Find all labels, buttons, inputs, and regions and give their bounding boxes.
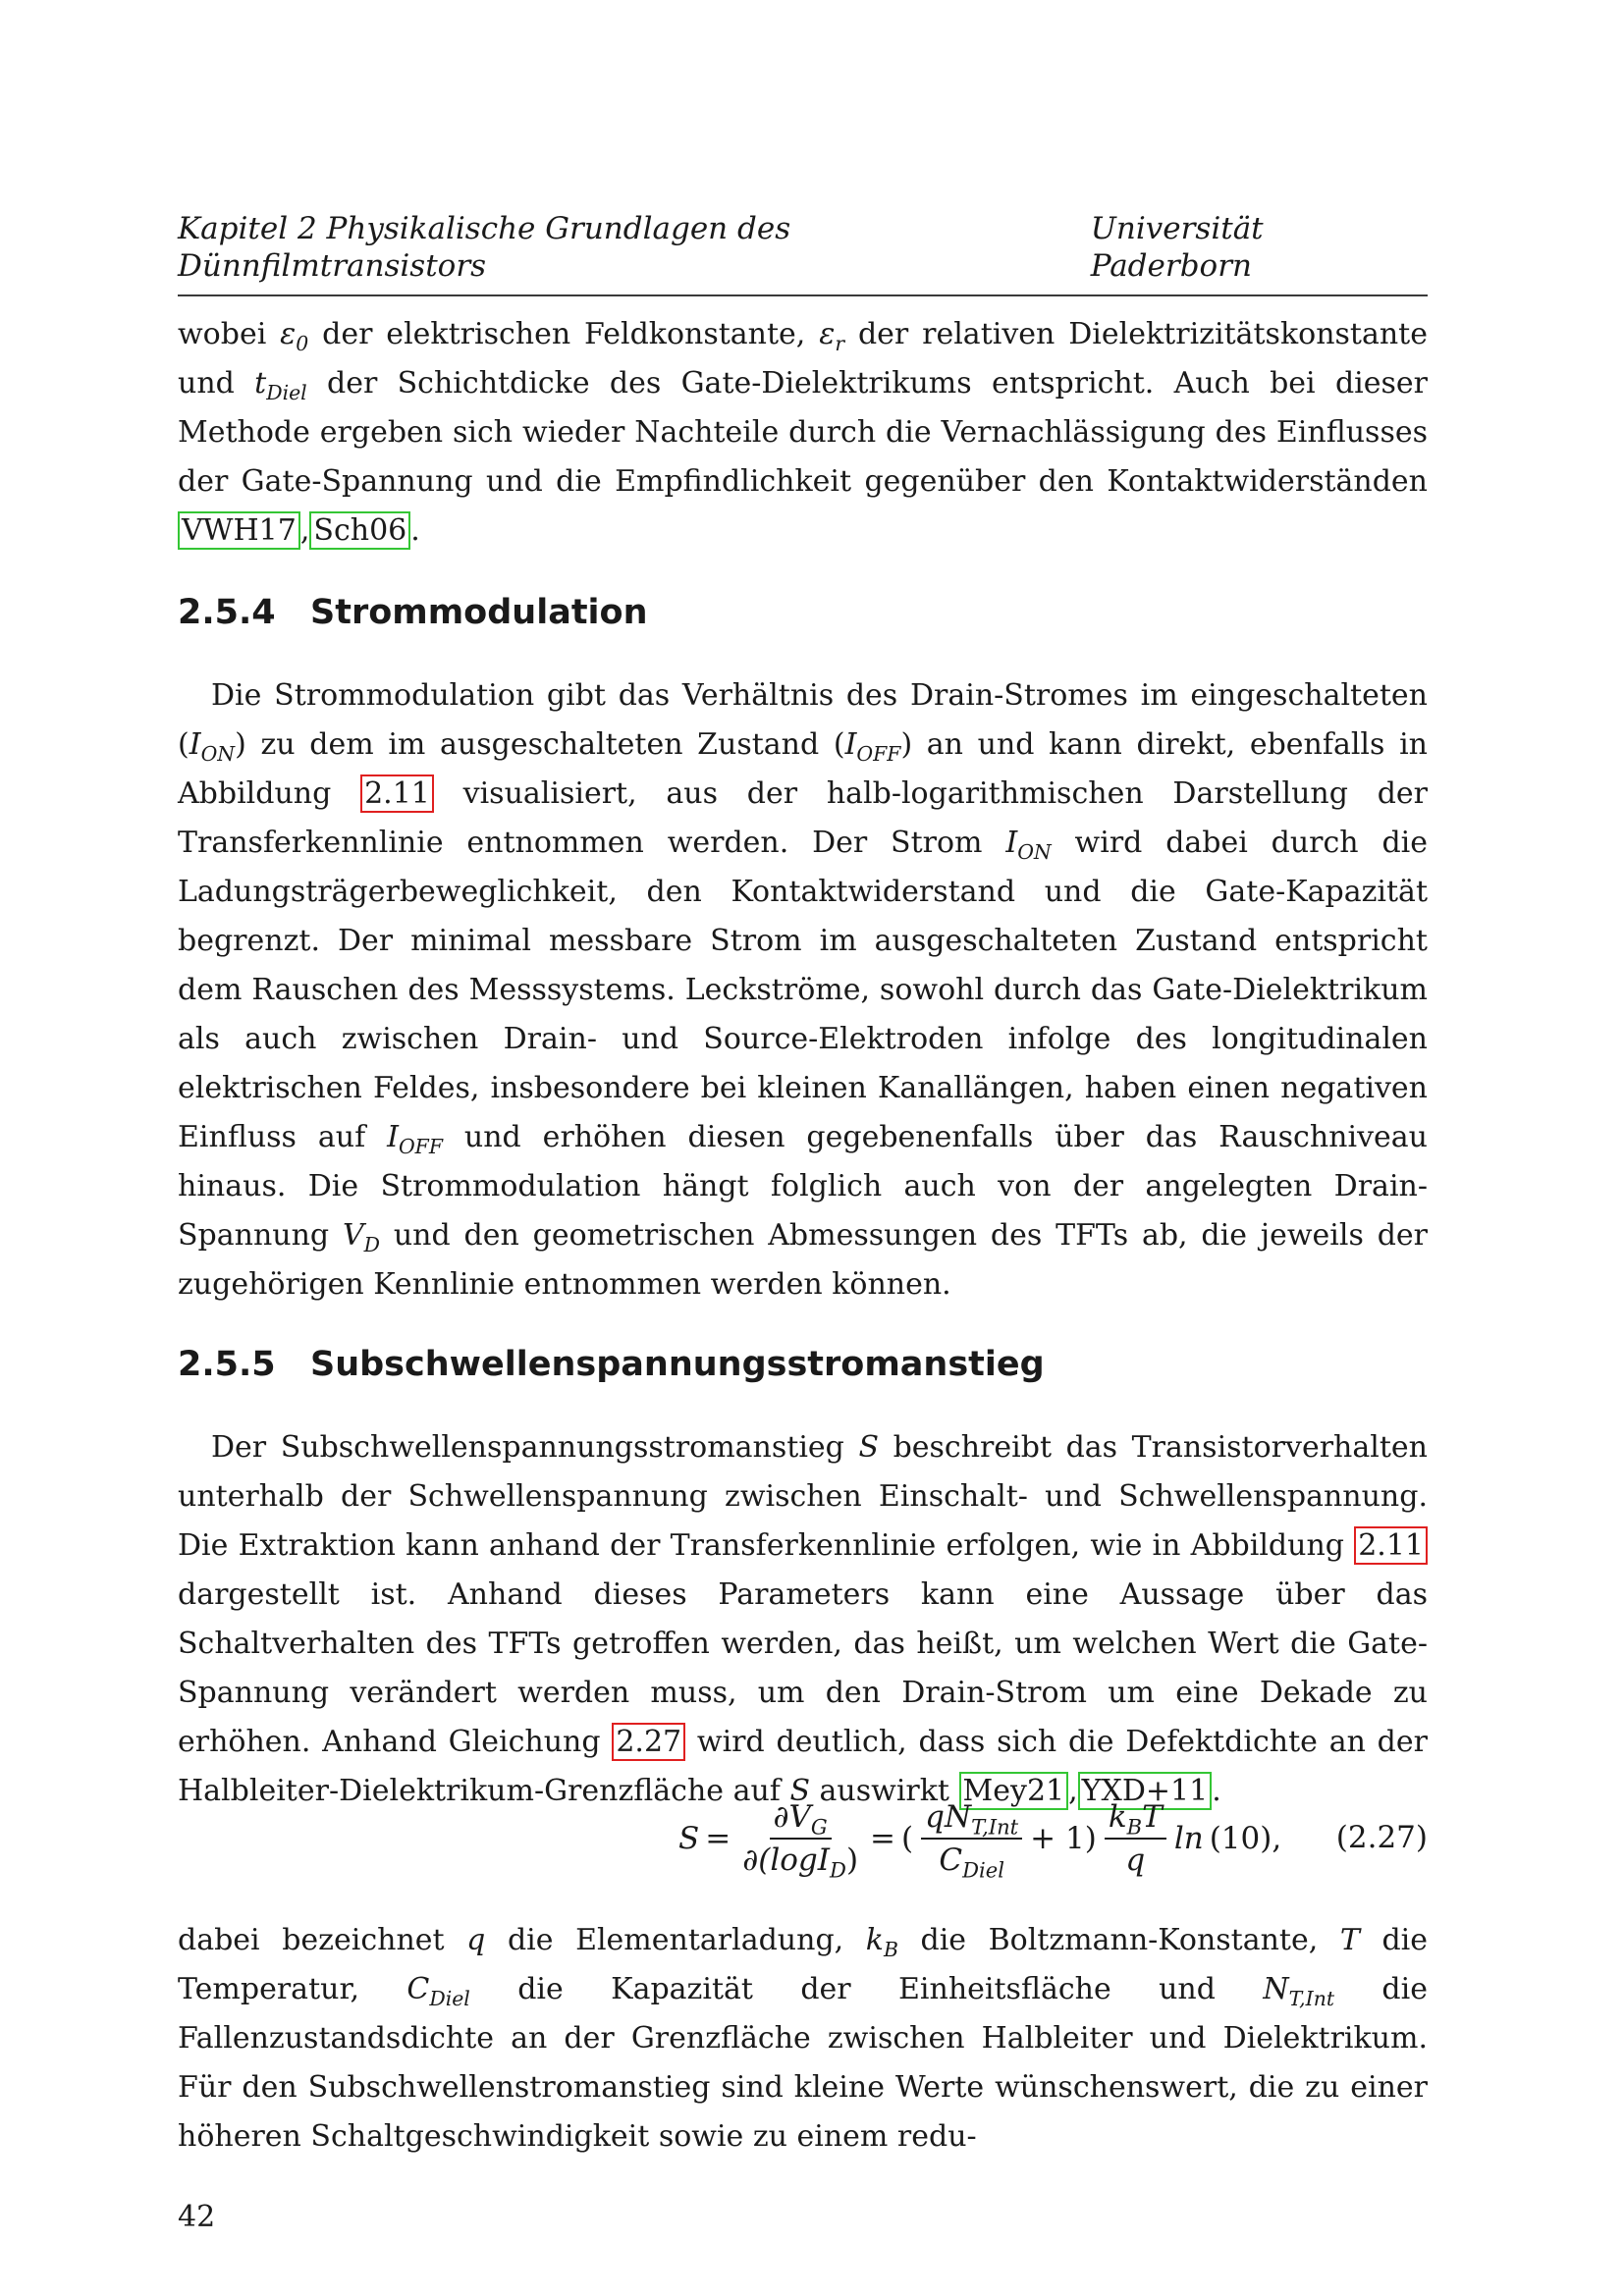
math-i-off: $I_{OFF}$ [844,727,901,767]
text-run: ) zu dem im ausgeschalteten Zustand ( [235,727,845,762]
math-k-b: $k_B$ [865,1923,898,1962]
math-t: T [1339,1923,1360,1957]
text-run: beschreibt das Transistorverhalten unterhalb der Schwellenspannung zwischen Einschalt- und Schwellenspannung. Die Extraktion kann anhand der Transferkennlinie erfolgen, wie in Abbildung [178,1430,1428,1563]
text-run: die Kapazität der Einheitsfläche und [469,1972,1264,2006]
math-s: S [789,1774,810,1808]
paragraph-symbol-definitions [178,1916,1428,2162]
paragraph-subschwellen [178,1423,1428,1816]
text-run: , [299,513,310,548]
text-run: die Elementarladung, [485,1923,866,1957]
text-run: und erhöhen diesen gegebenenfalls über das Rauschniveau hinaus. Die Strommodulation hängt folglich auch von der angelegten Drain-Spannung [178,1120,1428,1253]
header-chapter-title: Kapitel 2 Physikalische Grundlagen des Dünnfilmtransistors [178,211,791,284]
text-run: die Boltzmann-Konstante, [897,1923,1340,1957]
equation-2-27 [178,1785,1428,1893]
text-run: . [1212,1774,1221,1808]
math-epsilonr: $\varepsilon_r$ [819,317,845,356]
page-number: 42 [178,2200,216,2234]
citation-link-mey21[interactable]: Mey21 [959,1772,1069,1810]
text-run: ) an und kann direkt, ebenfalls in Abbildung [178,727,1428,811]
text-run: wird dabei durch die Ladungsträgerbeweglichkeit, den Kontaktwiderstand und die Gate-Kapazität begrenzt. Der minimal messbare Strom im ausgeschalteten Zustand entspricht dem Rauschen des Messsystems. Leckströme, sowohl durch das Gate-Dielektrikum als auch zwischen Drain- und Source-Elektroden infolge des longitudinalen elektrischen Feldes, insbesondere bei kleinen Kanallängen, haben einen negativen Einfluss auf [178,826,1428,1154]
section-heading-2-5-5 [178,1343,1428,1386]
text-run: auswirkt [810,1774,959,1808]
math-epsilon0: $\varepsilon_0$ [280,317,309,356]
citation-link-yxd11[interactable]: YXD+11 [1078,1772,1213,1810]
text-run: wird deutlich, dass sich die Defektdichte an der Halbleiter-Dielektrikum-Grenzfläche auf [178,1725,1428,1808]
equation-number: (2.27) [1335,1820,1428,1855]
eq-equals: = [870,1821,896,1856]
text-run: der Schichtdicke des Gate-Dielektrikums entspricht. Auch bei dieser Methode ergeben sich wieder Nachteile durch die Vernachlässigung des Einflusses der Gate-Spannung und die Empfindlichkeit gegenüber den Kontaktwiderständen [178,366,1428,499]
section-title: Subschwellenspannungsstromanstieg [310,1345,1045,1384]
eq-plus-one: + 1) [1030,1821,1097,1856]
fraction-dvg-dlogid: $\frac{\partial V_G}{\partial(\log I_D)}$ [742,1799,859,1883]
text-run: und den geometrischen Abmessungen des TFTs ab, die jeweils der zugehörigen Kennlinie entnommen werden können. [178,1218,1428,1302]
text-run: Die Strommodulation gibt das Verhältnis des Drain-Stromes im eingeschalteten ( [178,678,1428,762]
math-q: q [466,1923,486,1957]
eq-lhs: S [678,1821,700,1856]
math-c-diel: $C_{Diel}$ [406,1972,470,2011]
running-header [178,210,1428,296]
header-university: Universität Paderborn [1090,211,1264,284]
text-run: der relativen Dielektrizitätskonstante und [178,317,1428,400]
eq-paren: ( [901,1821,914,1856]
equation-body [678,1785,1281,1893]
math-i-on: $I_{ON}$ [189,727,236,767]
text-run: der elektrischen Feldkonstante, [308,317,820,351]
text-run: . [410,513,420,548]
figure-link-2-11[interactable]: 2.11 [1354,1526,1428,1565]
math-i-off: $I_{OFF}$ [387,1120,443,1159]
eq-ln-arg: (10), [1209,1821,1282,1856]
fraction-kbt-q: $\frac{k_BT}{q}$ [1105,1799,1166,1878]
text-run: , [1068,1774,1078,1808]
figure-link-2-11[interactable]: 2.11 [360,774,434,813]
section-number: 2.5.4 [178,593,276,632]
citation-link-vwh17[interactable]: VWH17 [178,511,300,550]
section-number: 2.5.5 [178,1345,276,1384]
fraction-qnt-cdiel: $\frac{qN_{T,Int}}{C_{Diel}}$ [921,1799,1022,1878]
text-run: dabei bezeichnet [178,1923,467,1957]
eq-ln: ln [1173,1821,1204,1856]
text-run: visualisiert, aus der halb-logarithmischen Darstellung der Transferkennlinie entnommen werden. Der Strom [178,776,1428,860]
text-run: Der Subschwellenspannungsstromanstieg [211,1430,859,1465]
math-v-d: $V_D$ [342,1218,380,1257]
equation-link-2-27[interactable]: 2.27 [612,1723,685,1761]
section-title: Strommodulation [310,593,648,632]
text-run: die Temperatur, [178,1923,1428,2006]
math-s: S [858,1430,880,1465]
paragraph-dielectric-method [178,310,1428,556]
citation-link-sch06[interactable]: Sch06 [309,511,410,550]
text-run: dargestellt ist. Anhand dieses Parameters kann eine Aussage über das Schaltverhalten des TFTs getroffen werden, das heißt, um welchen Wert die Gate-Spannung verändert werden muss, um den Drain-Strom um eine Dekade zu erhöhen. Anhand Gleichung [178,1577,1428,1759]
text-run: die Fallenzustandsdichte an der Grenzfläche zwischen Halbleiter und Dielektrikum. Für den Subschwellenstromanstieg sind kleine Werte wünschenswert, die zu einer höheren Schaltgeschwindigkeit sowie zu einem redu- [178,1972,1428,2154]
math-n-t-int: $N_{T,Int}$ [1263,1972,1335,2011]
math-i-on: $I_{ON}$ [1005,826,1052,865]
section-heading-2-5-4 [178,591,1428,634]
math-t-diel: $t_{Diel}$ [254,366,307,405]
eq-equals: = [705,1821,731,1856]
paragraph-strommodulation [178,671,1428,1309]
text-run: wobei [178,317,281,351]
